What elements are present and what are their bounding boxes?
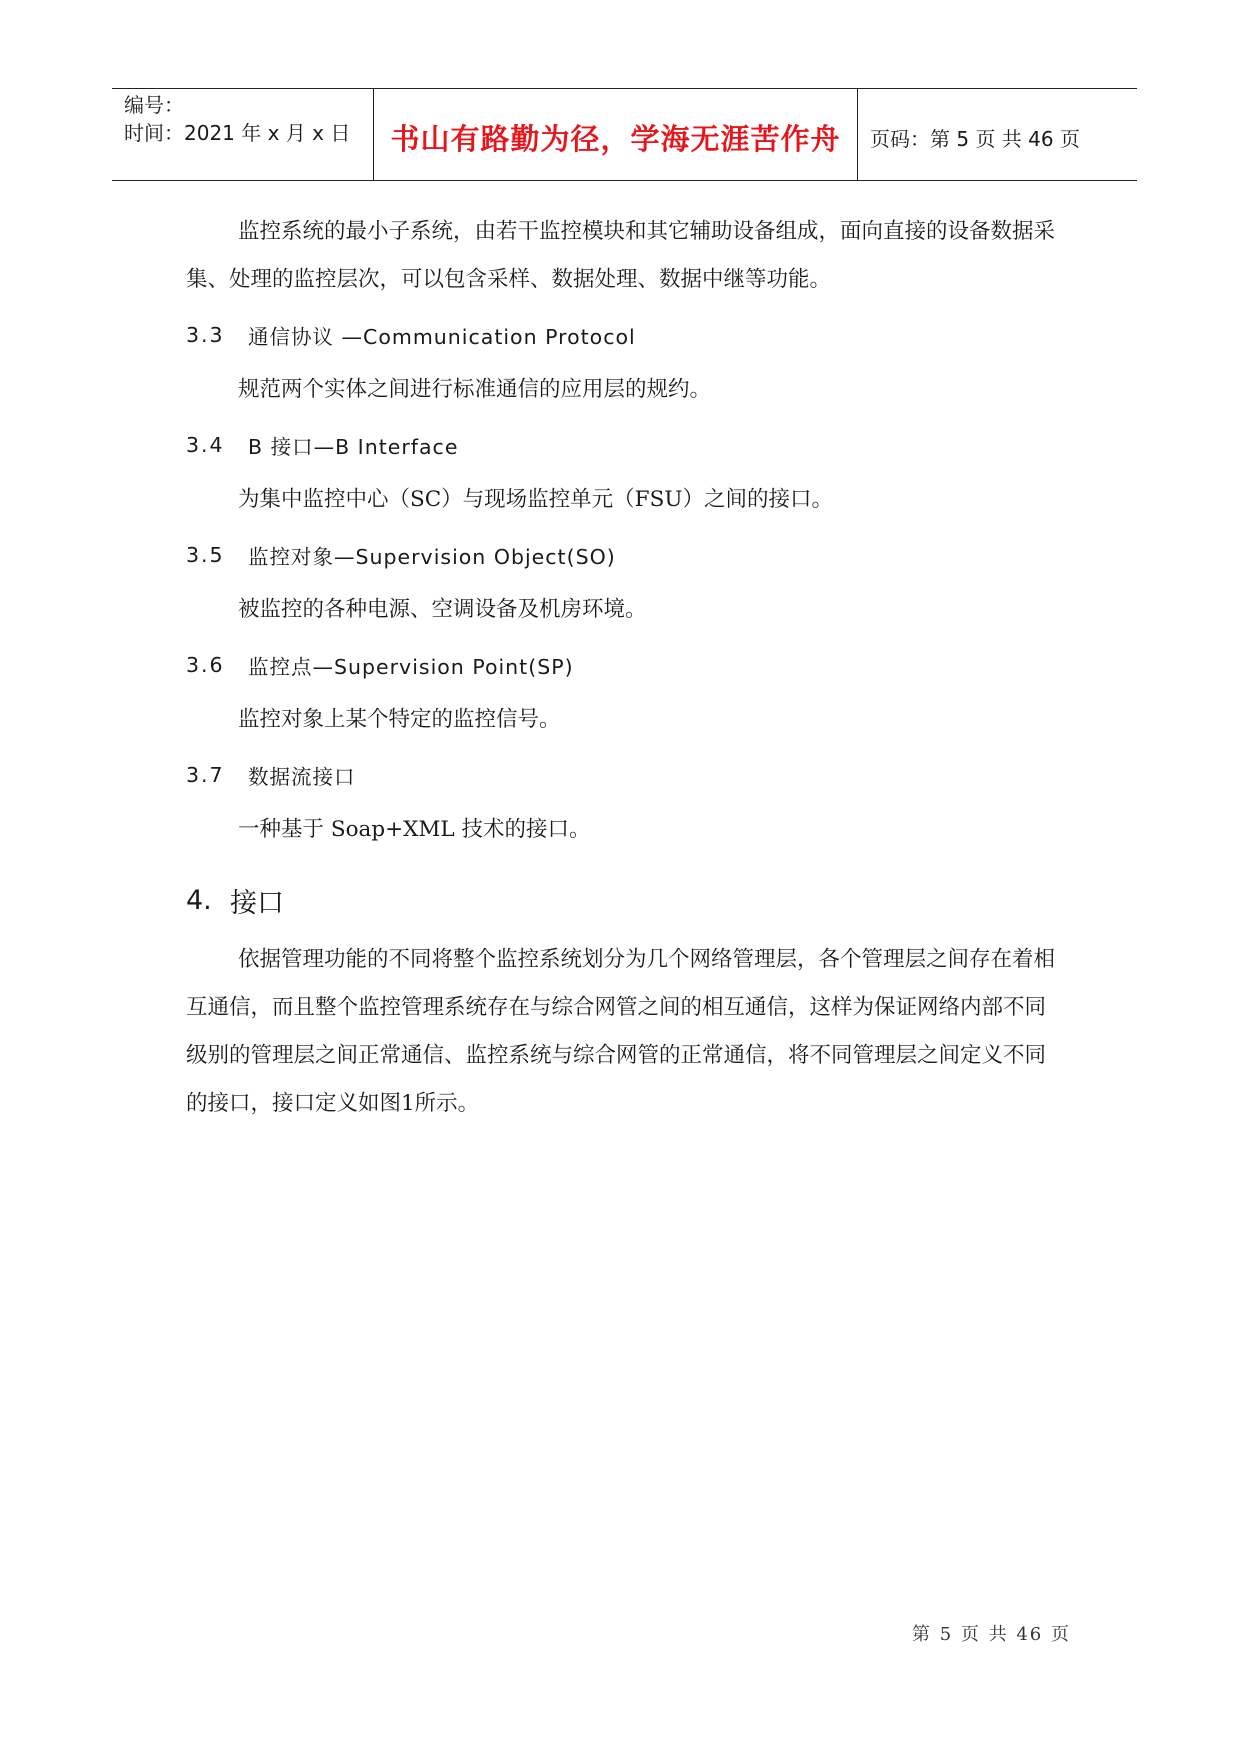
document-body <box>186 208 1066 1128</box>
section-title: B 接口—B Interface <box>248 435 459 459</box>
section-title: 通信协议 —Communication Protocol <box>248 325 636 349</box>
section-title: 监控点—Supervision Point(SP) <box>248 655 574 679</box>
section-description: 规范两个实体之间进行标准通信的应用层的规约。 <box>238 377 712 402</box>
document-date: 时间：2021 年 x 月 x 日 <box>124 121 351 145</box>
section-heading-3-4 <box>186 417 1066 473</box>
chapter-title: 接口 <box>230 887 284 919</box>
page-header <box>112 88 1137 181</box>
chapter-paragraph: 依据管理功能的不同将整个监控系统划分为几个网络管理层，各个管理层之间存在着相互通信，而且整个监控管理系统存在与综合网管之间的相互通信，这样为保证网络内部不同级别的管理层之间正常通信、监控系统与综合网管的正常通信，将不同管理层之间定义不同的接口，接口定义如图1所示。 <box>186 947 1056 1116</box>
section-number: 3.3 <box>186 323 225 347</box>
section-number: 3.5 <box>186 543 225 567</box>
section-title: 数据流接口 <box>248 765 356 789</box>
section-heading-3-5 <box>186 527 1066 583</box>
document-number-label: 编号： <box>124 93 184 117</box>
page-footer: 第 5 页 共 46 页 <box>912 1624 1071 1645</box>
header-page-number: 页码：第 5 页 共 46 页 <box>870 127 1080 151</box>
section-description: 为集中监控中心（SC）与现场监控单元（FSU）之间的接口。 <box>238 487 833 512</box>
chapter-number: 4. <box>186 884 212 916</box>
section-heading-3-6 <box>186 637 1066 693</box>
section-number: 3.7 <box>186 763 225 787</box>
section-number: 3.4 <box>186 433 225 457</box>
section-description: 被监控的各种电源、空调设备及机房环境。 <box>238 597 647 622</box>
section-title: 监控对象—Supervision Object(SO) <box>248 545 616 569</box>
section-description: 监控对象上某个特定的监控信号。 <box>238 707 561 732</box>
section-description: 一种基于 Soap+XML 技术的接口。 <box>238 817 591 842</box>
header-motto: 书山有路勤为径，学海无涯苦作舟 <box>373 89 858 180</box>
section-heading-3-7 <box>186 747 1066 803</box>
intro-paragraph: 监控系统的最小子系统，由若干监控模块和其它辅助设备组成，面向直接的设备数据采集、处理的监控层次，可以包含采样、数据处理、数据中继等功能。 <box>186 219 1056 292</box>
header-meta <box>112 89 373 180</box>
section-number: 3.6 <box>186 653 225 677</box>
chapter-heading-4 <box>186 880 1066 920</box>
section-heading-3-3 <box>186 307 1066 363</box>
